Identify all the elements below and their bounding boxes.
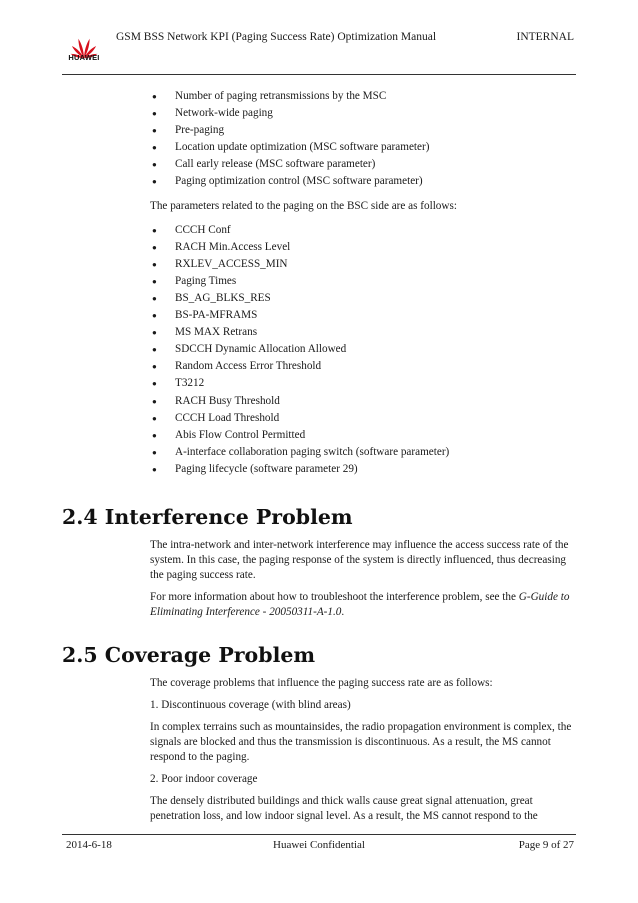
- bsc-parameter-list: [150, 222, 578, 478]
- list-item: ● BS_AG_BLKS_RES: [150, 290, 578, 307]
- list-item: ● BS-PA-MFRAMS: [150, 307, 578, 324]
- list-item: ● Network-wide paging: [150, 105, 578, 122]
- list-item: ● Paging optimization control (MSC software parameter): [150, 173, 578, 190]
- list-item: ● CCCH Conf: [150, 222, 578, 239]
- list-item: ● RACH Busy Threshold: [150, 393, 578, 410]
- coverage-item-body: In complex terrains such as mountainsides, the radio propagation environment is complex, the signals are blocked and thus the transmission is discontinuous. As a result, the MS cannot respond to the paging.: [150, 721, 572, 763]
- footer-confidential: Huawei Confidential: [273, 839, 365, 851]
- list-item: ● MS MAX Retrans: [150, 324, 578, 341]
- reference-document-title: G-Guide to Eliminating Interference - 20050311-A-1.0: [150, 591, 570, 618]
- coverage-intro: The coverage problems that influence the paging success rate are as follows:: [150, 677, 493, 689]
- bsc-intro-paragraph: The parameters related to the paging on the BSC side are as follows:: [150, 199, 457, 212]
- section-heading-coverage: 2.5 Coverage Problem: [62, 643, 316, 667]
- list-item: ● Paging lifecycle (software parameter 29): [150, 461, 578, 478]
- list-item: ● CCCH Load Threshold: [150, 410, 578, 427]
- list-item: ● Random Access Error Threshold: [150, 358, 578, 375]
- coverage-item-title: 2. Poor indoor coverage: [150, 773, 258, 785]
- list-item: ● RXLEV_ACCESS_MIN: [150, 256, 578, 273]
- section-heading-interference: 2.4 Interference Problem: [62, 505, 353, 529]
- page-footer: [62, 834, 576, 851]
- interference-reference-paragraph: [150, 590, 578, 620]
- list-item: ● T3212: [150, 375, 578, 392]
- list-item: ● Call early release (MSC software parameter): [150, 156, 578, 173]
- reference-prefix: For more information about how to troubleshoot the interference problem, see the: [150, 591, 519, 603]
- page-header: [62, 20, 576, 75]
- footer-page-number: Page 9 of 27: [518, 839, 574, 851]
- section-body-coverage: [150, 676, 578, 831]
- logo-wordmark: HUAWEI: [68, 53, 100, 62]
- footer-date: 2014-6-18: [66, 839, 112, 851]
- coverage-item-title: 1. Discontinuous coverage (with blind areas): [150, 699, 351, 711]
- reference-suffix: .: [341, 606, 345, 618]
- msc-parameter-list: [150, 88, 578, 191]
- list-item: ● RACH Min.Access Level: [150, 239, 578, 256]
- list-item: ● Abis Flow Control Permitted: [150, 427, 578, 444]
- list-item: ● Location update optimization (MSC software parameter): [150, 139, 578, 156]
- interference-paragraph: The intra-network and inter-network interference may influence the access success rate of the system. In this case, the paging response of the system is directly influenced, thus decreasing the paging success rate.: [150, 539, 569, 581]
- list-item: ● Pre-paging: [150, 122, 578, 139]
- list-item: ● Paging Times: [150, 273, 578, 290]
- coverage-item-body: The densely distributed buildings and thick walls cause great signal attenuation, great penetration loss, and low indoor signal level. As a result, the MS cannot respond to the: [150, 795, 538, 822]
- document-title: GSM BSS Network KPI (Paging Success Rate) Optimization Manual: [116, 31, 437, 43]
- huawei-logo-icon: [62, 30, 106, 70]
- classification-label: INTERNAL: [516, 31, 574, 43]
- section-body-interference: [150, 538, 578, 627]
- list-item: ● SDCCH Dynamic Allocation Allowed: [150, 341, 578, 358]
- parameter-lists: [150, 88, 578, 478]
- list-item: ● A-interface collaboration paging switch (software parameter): [150, 444, 578, 461]
- list-item: ● Number of paging retransmissions by the MSC: [150, 88, 578, 105]
